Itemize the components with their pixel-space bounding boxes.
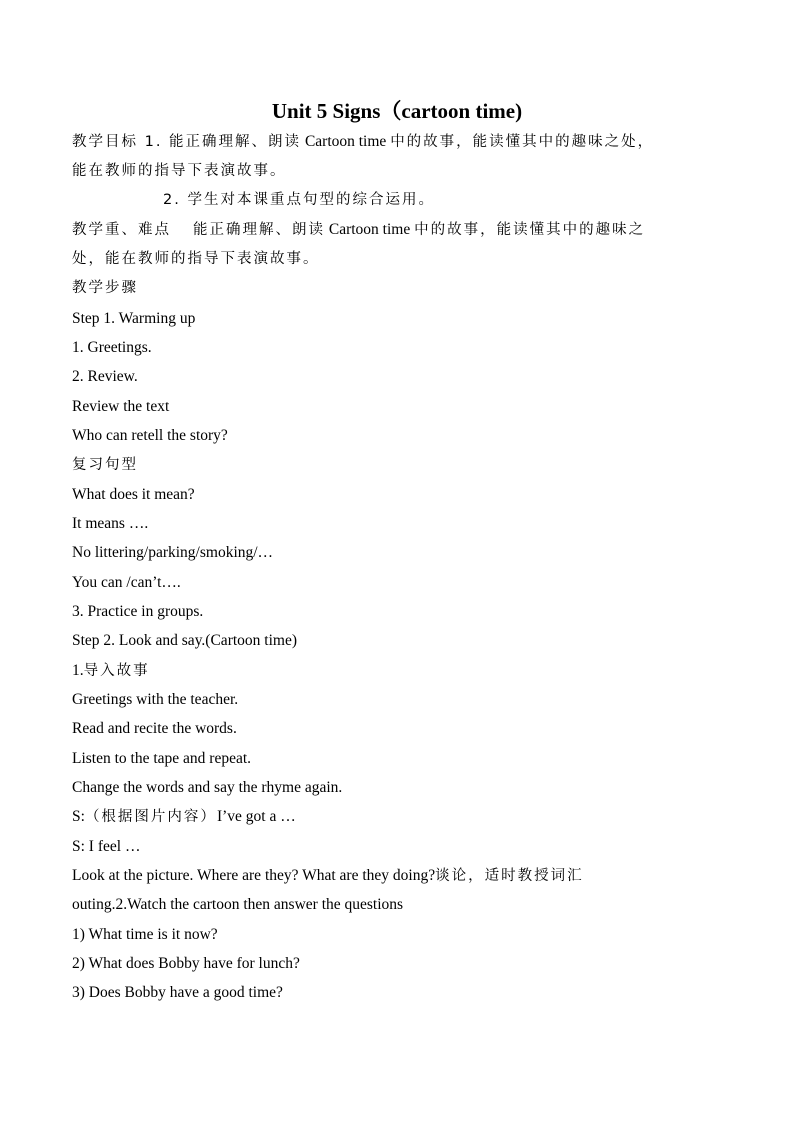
question-3: 3) Does Bobby have a good time? bbox=[72, 984, 283, 1001]
keypoints-line-2 bbox=[72, 247, 320, 271]
student-line-1 bbox=[72, 805, 296, 829]
steps-heading-text: 教学步骤 bbox=[72, 280, 138, 296]
outing-line: outing.2.Watch the cartoon then answer the questions bbox=[72, 896, 404, 913]
student-text: I’ve got a … bbox=[216, 808, 296, 825]
goals-text: 中的故事，能读懂其中的趣味之处， bbox=[390, 134, 655, 150]
student-label: S: bbox=[72, 808, 85, 825]
keypoints-text-b: 中的故事，能读懂其中的趣味之 bbox=[414, 222, 646, 238]
goals-text-2: 能在教师的指导下表演故事。 bbox=[72, 163, 287, 179]
it-means-line: It means …. bbox=[72, 515, 149, 532]
intro-story-line bbox=[72, 659, 150, 683]
you-can-line: You can /can’t…. bbox=[72, 574, 181, 591]
goals-text-3: 2. 学生对本课重点句型的综合运用。 bbox=[163, 192, 435, 208]
review-text-line: Review the text bbox=[72, 398, 170, 415]
retell-line: Who can retell the story? bbox=[72, 427, 228, 444]
question-2: 2) What does Bobby have for lunch? bbox=[72, 955, 300, 972]
student-line-2: S: I feel … bbox=[72, 838, 141, 855]
read-recite-line: Read and recite the words. bbox=[72, 720, 237, 737]
greetings-item: 1. Greetings. bbox=[72, 339, 152, 356]
change-line: Change the words and say the rhyme again. bbox=[72, 779, 343, 796]
goals-line-3 bbox=[163, 188, 435, 212]
keypoints-cartoon-time: Cartoon time bbox=[325, 221, 415, 238]
look-picture-line bbox=[72, 864, 584, 888]
steps-heading bbox=[72, 276, 138, 300]
patterns-heading bbox=[72, 453, 138, 477]
look-picture-text: Look at the picture. Where are they? What are they doing? bbox=[72, 867, 436, 884]
step2-heading: Step 2. Look and say.(Cartoon time) bbox=[72, 632, 297, 649]
step1-heading: Step 1. Warming up bbox=[72, 310, 196, 327]
goals-cartoon-time: Cartoon time bbox=[301, 133, 391, 150]
intro-text: 导入故事 bbox=[83, 663, 150, 679]
student-note: （根据图片内容） bbox=[84, 809, 217, 825]
goals-line-1 bbox=[72, 130, 654, 154]
page-title: Unit 5 Signs（cartoon time) bbox=[271, 99, 523, 123]
listen-line: Listen to the tape and repeat. bbox=[72, 750, 252, 767]
intro-number: 1. bbox=[72, 662, 84, 679]
no-littering-line: No littering/parking/smoking/… bbox=[72, 544, 274, 561]
review-item: 2. Review. bbox=[72, 368, 138, 385]
patterns-heading-text: 复习句型 bbox=[72, 457, 138, 473]
keypoints-text-2: 处，能在教师的指导下表演故事。 bbox=[72, 251, 320, 267]
goals-label: 教学目标 1. 能正确理解、朗读 bbox=[72, 134, 302, 150]
question-1: 1) What time is it now? bbox=[72, 926, 218, 943]
what-mean-line: What does it mean? bbox=[72, 486, 195, 503]
keypoints-label: 教学重、难点 bbox=[72, 222, 171, 238]
keypoints-line-1 bbox=[72, 218, 645, 242]
goals-line-2 bbox=[72, 159, 287, 183]
look-picture-note: 谈论，适时教授词汇 bbox=[435, 868, 584, 884]
keypoints-text: 能正确理解、朗读 bbox=[193, 222, 325, 238]
practice-item: 3. Practice in groups. bbox=[72, 603, 204, 620]
greet-teacher-line: Greetings with the teacher. bbox=[72, 691, 239, 708]
